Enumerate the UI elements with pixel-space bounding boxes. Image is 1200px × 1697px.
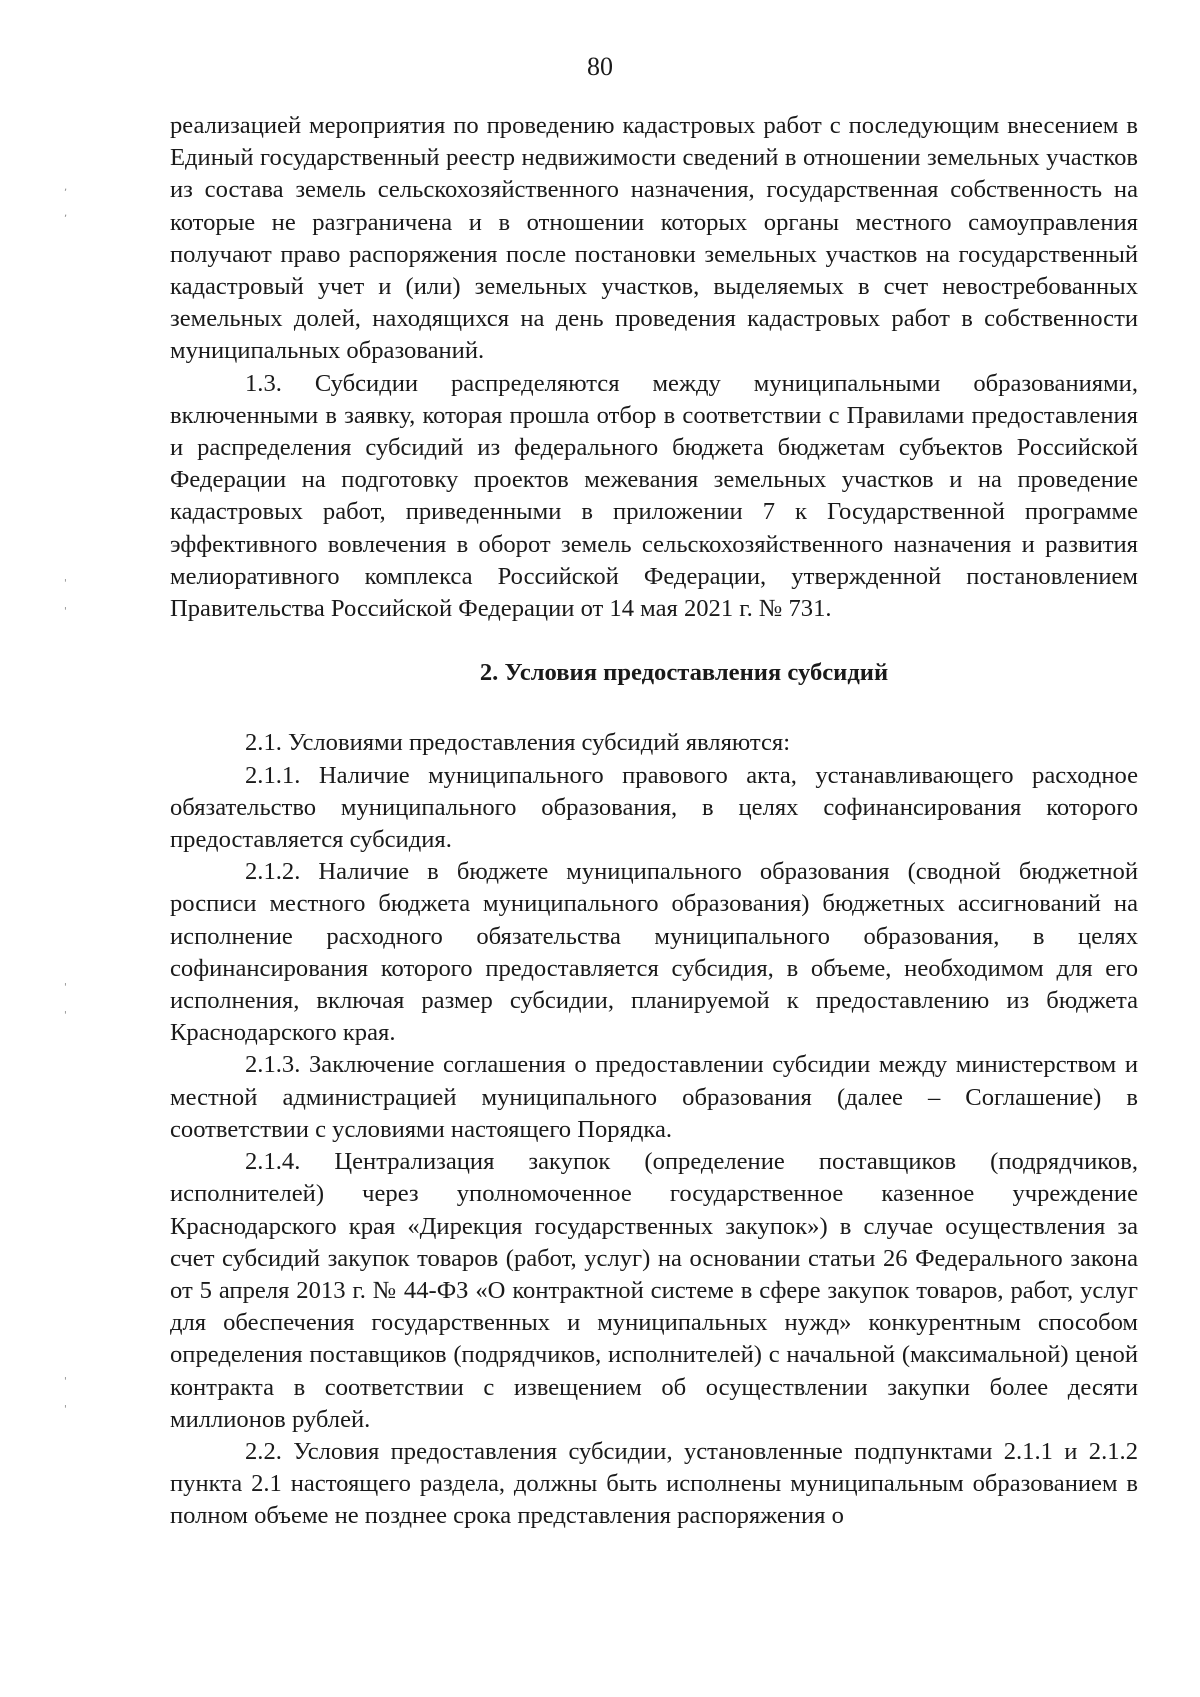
paragraph-2-1-4: 2.1.4. Централизация закупок (определение поставщиков (подрядчиков, исполнителей) через уполномоченное государственное казенное учреждение Краснодарского края «Дирекция государственных закупок») в случае осуществления за счет субсидий закупок товаров (работ, услуг) на основании статьи 26 Федерального закона от 5 апреля 2013 г. № 44-ФЗ «О контрактной системе в сфере закупок товаров, работ, услуг для обеспечения государственных и муниципальных нужд» конкурентным способом определения поставщиков (подрядчиков, исполнителей) с начальной (максимальной) ценой контракта в соответствии с извещением об осуществлении закупки более десяти миллионов рублей. (170, 1148, 1138, 1433)
paragraph-1-3: 1.3. Субсидии распределяются между муниципальными образованиями, включенными в заявку, которая прошла отбор в соответствии с Правилами предоставления и распределения субсидий из федерального бюджета бюджетам субъектов Российской Федерации на подготовку проектов межевания земельных участков и на проведение кадастровых работ, приведенными в приложении 7 к Государственной программе эффективного вовлечения в оборот земель сельскохозяйственного назначения и развития мелиоративного комплекса Российской Федерации, утвержденной постановлением Правительства Российской Федерации от 14 мая 2021 г. № 731. (170, 369, 1138, 623)
document-body (170, 110, 1138, 1533)
scan-margin-mark: , (64, 182, 68, 193)
section-heading: 2. Условия предоставления субсидий (479, 659, 889, 687)
paragraph-2-1-1: 2.1.1. Наличие муниципального правового акта, устанавливающего расходное обязательство муниципального образования, в целях софинансирования которого предоставляется субсидия. (170, 761, 1138, 854)
scan-margin-mark: , (64, 208, 68, 219)
paragraph-2-1: 2.1. Условиями предоставления субсидий являются: (245, 729, 791, 757)
scan-margin-mark: ' (64, 578, 67, 589)
scan-margin-mark: ' (64, 606, 67, 617)
paragraph-2-2: 2.2. Условия предоставления субсидии, установленные подпунктами 2.1.1 и 2.1.2 пункта 2.1 настоящего раздела, должны быть исполнены муниципальным образованием в полном объеме не позднее срока представления распоряжения о (170, 1437, 1138, 1530)
paragraph-continuation: реализацией мероприятия по проведению кадастровых работ с последующим внесением в Единый государственный реестр недвижимости сведений в отношении земельных участков из состава земель сельскохозяйственного назначения, государственная собственность на которые не разграничена и в отношении которых органы местного самоуправления получают право распоряжения после постановки земельных участков на государственный кадастровый учет и (или) земельных участков, выделяемых в счет невостребованных земельных долей, находящихся на день проведения кадастровых работ в собственности муниципальных образований. (170, 112, 1138, 365)
scan-margin-mark: ' (64, 1010, 67, 1021)
scan-margin-mark: ' (64, 1376, 67, 1387)
paragraph-2-1-3: 2.1.3. Заключение соглашения о предоставлении субсидии между министерством и местной администрацией муниципального образования (далее – Соглашение) в соответствии с условиями настоящего Порядка. (170, 1051, 1138, 1143)
scan-margin-mark: ' (64, 982, 67, 993)
scan-margin-mark: ' (64, 1404, 67, 1415)
paragraph-2-1-2: 2.1.2. Наличие в бюджете муниципального образования (сводной бюджетной росписи местного бюджета муниципального образования) бюджетных ассигнований на исполнение расходного обязательства муниципального образования, в целях софинансирования которого предоставляется субсидия, в объеме, необходимом для его исполнения, включая размер субсидии, планируемой к предоставлению из бюджета Краснодарского края. (170, 858, 1138, 1047)
page-number: 80 (587, 52, 613, 81)
